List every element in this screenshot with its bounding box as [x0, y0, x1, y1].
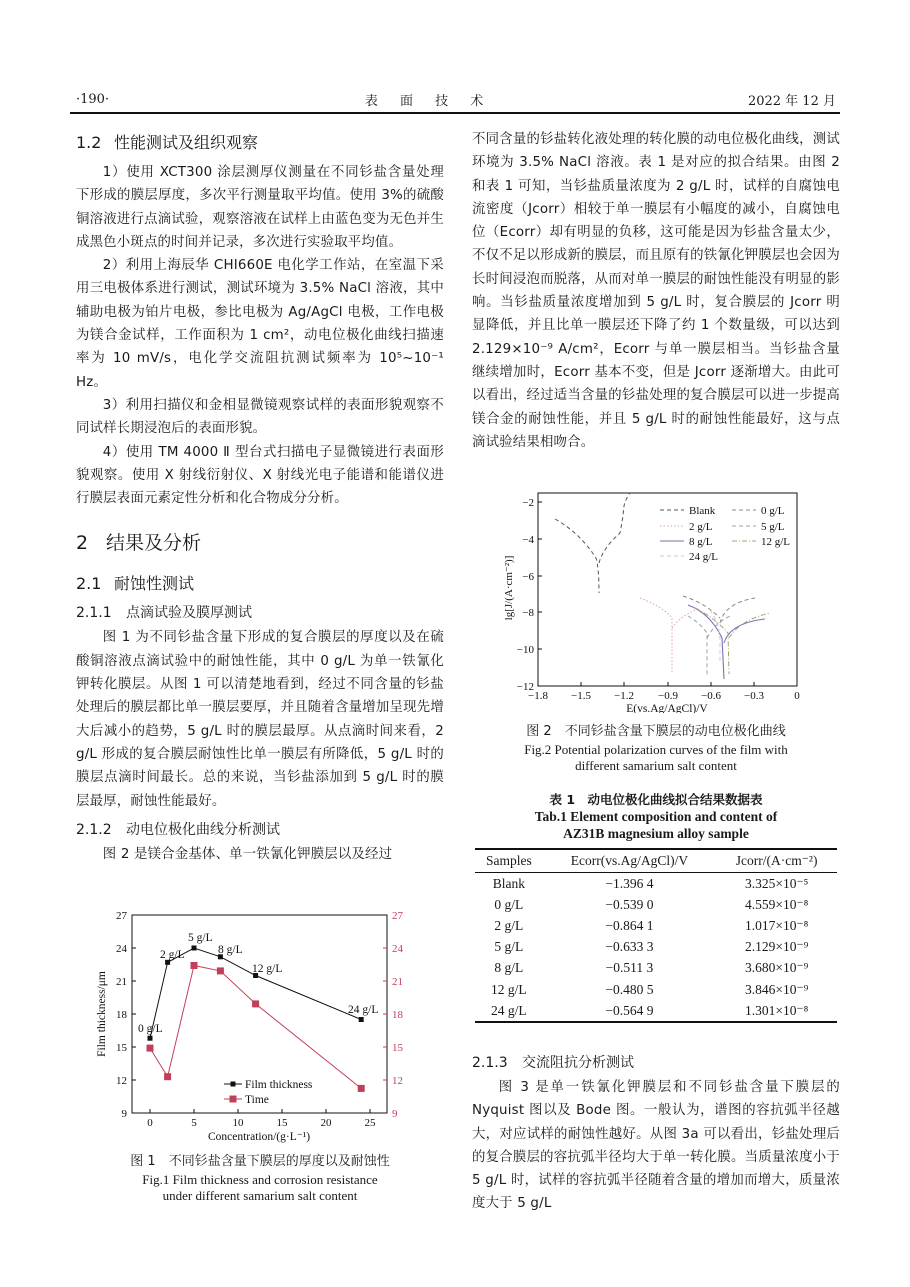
page-number: ·190· [76, 91, 110, 107]
svg-text:5 g/L: 5 g/L [188, 932, 213, 944]
svg-text:8 g/L: 8 g/L [218, 944, 243, 956]
svg-text:20: 20 [320, 1117, 332, 1129]
svg-text:−4: −4 [522, 534, 534, 546]
figure-1 [92, 908, 412, 1148]
svg-text:18: 18 [392, 1009, 403, 1021]
svg-text:0 g/L: 0 g/L [761, 505, 785, 517]
svg-text:10: 10 [232, 1117, 244, 1129]
svg-text:−2: −2 [522, 497, 534, 509]
section-heading-2: 2 结果及分析 [76, 532, 202, 555]
left-column [76, 128, 444, 866]
section-heading-2-1-2: 2.1.2 动电位极化曲线分析测试 [76, 821, 280, 838]
journal-title: 表 面 技 术 [364, 93, 493, 109]
table-row: 8 g/L −0.511 3 3.680×10⁻⁹ [494, 960, 809, 976]
x-axis-label: Concentration/(g·L⁻¹) [207, 1131, 311, 1143]
method-item-1: 1）使用 XCT300 涂层测厚仪测量在不同钐盐含量处理下形成的膜层厚度，多次平行测量取平均值。使用 3%的硫酸铜溶液进行点滴试验，观察溶液在试样上由蓝色变为无色并生成黑色小斑点的时间并记录，多次进行实验取平均值。 [76, 165, 444, 250]
svg-text:15: 15 [116, 1042, 127, 1054]
header-rule [70, 112, 840, 114]
section-heading-2-1-1: 2.1.1 点滴试验及膜厚测试 [76, 605, 252, 622]
figure-2-chart [500, 488, 810, 713]
figure-1-chart [92, 908, 412, 1148]
svg-text:−1.2: −1.2 [614, 690, 634, 702]
table-row: 0 g/L −0.539 0 4.559×10⁻⁸ [494, 896, 809, 912]
svg-text:Blank: Blank [689, 505, 716, 517]
svg-text:−0.3: −0.3 [744, 690, 764, 702]
svg-text:12: 12 [392, 1075, 403, 1087]
paragraph-polarization-results: 不同含量的钐盐转化液处理的转化膜的动电位极化曲线，测试环境为 3.5% NaCl 溶液。表 1 是对应的拟合结果。由图 2 和表 1 可知，当钐盐质量浓度为 2 g/L 时，试样的自腐蚀电流密度（Jcorr）相较于单一膜层有小幅度的减小，自腐蚀电位（Ecorr）却有明显的负移，这可能是因为钐盐含量太少，不仅不足以形成新的膜层，而且原有的铁氰化钾膜层也会因为长时间浸泡而脱落，从而对单一膜层的耐蚀性能没有明显的影响。当钐盐质量浓度增加到 5 g/L 时，复合膜层的 Jcorr 明显降低，并且比单一膜层还下降了约 1 个数量级，可以达到 2.129×10⁻⁹ A/cm²，Ecorr 与单一膜层相当。当钐盐含量继续增加时，Ecorr 基本不变，但是 Jcorr 逐渐增大。由此可以看出，经过适当含量的钐盐处理的复合膜层可以进一步提高镁合金的耐蚀性能，并且 5 g/L 时的耐蚀性能最好，这与点滴试验结果相吻合。 [472, 132, 840, 450]
svg-text:−1.8: −1.8 [528, 690, 548, 702]
figure-1-caption: 图 1 不同钐盐含量下膜层的厚度以及耐蚀性 Fig.1 Film thickness and corrosion resistance under different samarium salt content [130, 1154, 390, 1203]
y-axis-label: lg[J/(A·cm⁻²)] [503, 555, 515, 621]
figure-2-legend [660, 505, 790, 563]
svg-text:27: 27 [392, 910, 403, 922]
svg-text:12: 12 [116, 1075, 127, 1087]
svg-text:24: 24 [392, 943, 403, 955]
svg-text:−10: −10 [516, 644, 534, 656]
svg-text:0: 0 [147, 1117, 153, 1129]
column-header: Ecorr(vs.Ag/AgCl)/V [543, 849, 717, 873]
svg-text:27: 27 [116, 910, 127, 922]
svg-text:24: 24 [116, 943, 127, 955]
svg-text:−6: −6 [522, 571, 534, 583]
section-heading-2-1-3: 2.1.3 交流阻抗分析测试 [472, 1055, 634, 1071]
svg-text:21: 21 [392, 976, 403, 988]
column-header: Samples [475, 849, 543, 873]
figure-2 [500, 488, 810, 713]
running-header [76, 88, 836, 110]
svg-text:5 g/L: 5 g/L [761, 521, 785, 533]
x-axis-label: E(vs.Ag/AgCl)/V [626, 703, 708, 713]
svg-text:9: 9 [392, 1108, 398, 1120]
table-row: 5 g/L −0.633 3 2.129×10⁻⁹ [494, 939, 809, 955]
right-column [472, 128, 840, 454]
svg-text:−1.5: −1.5 [571, 690, 591, 702]
svg-text:15: 15 [392, 1042, 403, 1054]
svg-text:25: 25 [364, 1117, 376, 1129]
svg-text:0 g/L: 0 g/L [138, 1023, 163, 1035]
svg-text:−0.6: −0.6 [701, 690, 721, 702]
svg-text:2 g/L: 2 g/L [160, 949, 185, 961]
section-heading-2-1: 2.1 耐蚀性测试 [76, 574, 195, 594]
table-row: 12 g/L −0.480 5 3.846×10⁻⁹ [491, 981, 809, 997]
svg-text:12 g/L: 12 g/L [252, 963, 283, 975]
paragraph-drop-test: 图 1 为不同钐盐含量下形成的复合膜层的厚度以及在硫酸铜溶液点滴试验中的耐蚀性能，其中 0 g/L 为单一铁氰化钾转化膜层。从图 1 可以清楚地看到，经过不同含量的钐盐处理后的膜层都比单一膜层要厚，并且随着含量增加呈现先增大后减小的趋势，5 g/L 时的膜层最厚。从点滴时间来看，2 g/L 形成的复合膜层耐蚀性比单一膜层有所降低，5 g/L 时的膜层点滴时间最长。总的来说，当钐盐添加到 5 g/L 时的膜层最厚，耐蚀性能最好。 [76, 630, 444, 809]
svg-text:Time: Time [245, 1094, 269, 1106]
section-heading-1-2: 1.2 性能测试及组织观察 [76, 133, 259, 152]
svg-text:9: 9 [121, 1108, 127, 1120]
svg-text:8 g/L: 8 g/L [689, 536, 713, 548]
svg-text:−0.9: −0.9 [658, 690, 678, 702]
method-item-4: 4）使用 TM 4000 Ⅱ 型台式扫描电子显微镜进行表面形貌观察。使用 X 射线衍射仪、X 射线光电子能谱和能谱仪进行膜层表面元素定性分析和化合物成分分析。 [76, 444, 444, 507]
svg-text:5: 5 [191, 1117, 197, 1129]
svg-text:24 g/L: 24 g/L [348, 1004, 379, 1016]
svg-text:−8: −8 [522, 607, 534, 619]
table-1 [475, 848, 837, 1023]
svg-text:0: 0 [794, 690, 800, 702]
table-row: 2 g/L −0.864 1 1.017×10⁻⁸ [494, 917, 809, 933]
table-1-block [472, 772, 840, 1023]
method-item-3: 3）利用扫描仪和金相显微镜观察试样的表面形貌观察不同试样长期浸泡后的表面形貌。 [76, 397, 444, 437]
svg-text:2 g/L: 2 g/L [689, 521, 713, 533]
table-header-row [475, 849, 837, 873]
svg-text:21: 21 [116, 976, 127, 988]
svg-text:−12: −12 [516, 681, 534, 693]
svg-text:12 g/L: 12 g/L [761, 536, 791, 548]
svg-text:18: 18 [116, 1009, 127, 1021]
svg-text:Film thickness: Film thickness [245, 1079, 313, 1091]
paragraph-impedance: 图 3 是单一铁氰化钾膜层和不同钐盐含量下膜层的 Nyquist 图以及 Bode 图。一般认为，谱图的容抗弧半径越大，对应试样的耐蚀性越好。从图 3a 可以看出，钐盐处理后的复合膜层的容抗弧半径均大于单一转化膜。当质量浓度小于 5 g/L 时，试样的容抗弧半径随着含量的增加而增大，质量浓度大于 5 g/L [472, 1080, 840, 1212]
table-row: 24 g/L −0.564 9 1.301×10⁻⁸ [475, 1000, 837, 1022]
issue-date: 2022 年 12 月 [747, 93, 836, 109]
y-axis-label: Film thickness/μm [96, 971, 108, 1057]
paragraph-polarization-intro: 图 2 是镁合金基体、单一铁氰化钾膜层以及经过 [102, 846, 393, 862]
svg-text:15: 15 [276, 1117, 288, 1129]
table-1-caption: 表 1 动电位极化曲线拟合结果数据表 Tab.1 Element composition and content of AZ31B magnesium alloy sample [534, 792, 778, 841]
column-header: Jcorr/(A·cm⁻²) [716, 849, 837, 873]
figure-2-caption: 图 2 不同钐盐含量下膜层的动电位极化曲线 Fig.2 Potential polarization curves of the film with different samarium salt content [524, 724, 788, 773]
svg-text:24 g/L: 24 g/L [689, 551, 719, 563]
table-row: Blank −1.396 4 3.325×10⁻⁵ [492, 875, 809, 891]
section-2-1-3 [472, 1046, 840, 1216]
figure-1-legend [224, 1079, 313, 1106]
method-item-2: 2）利用上海辰华 CHI660E 电化学工作站，在室温下采用三电极体系进行测试，测试环境为 3.5% NaCl 溶液，其中辅助电极为铂片电极，参比电极为 Ag/AgCl 电极，工作电极为镁合金试样，工作面积为 1 cm²，动电位极化曲线扫描速率为 10 mV/s，电化学交流阻抗测试频率为 10⁵~10⁻¹ Hz。 [76, 258, 444, 390]
